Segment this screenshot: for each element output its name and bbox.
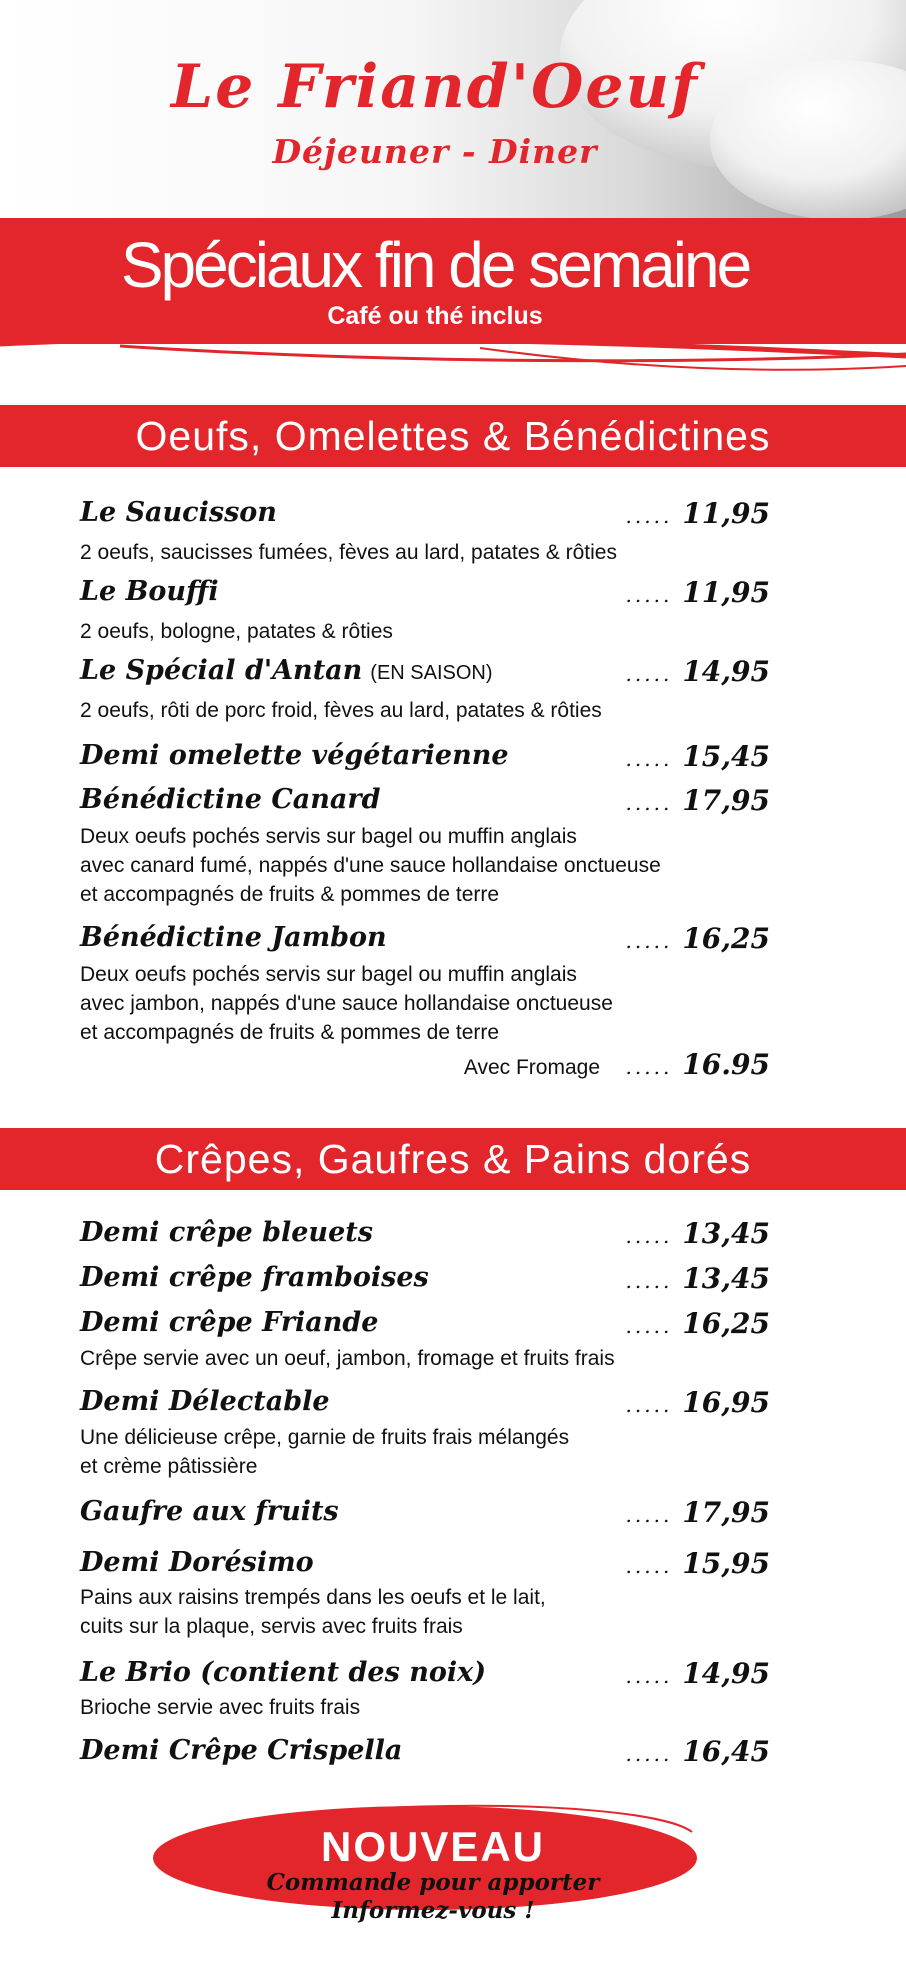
menu-item-name: Demi Crêpe Crispella xyxy=(80,1735,403,1766)
section-title-eggs: Oeufs, Omelettes & Bénédictines xyxy=(0,405,906,467)
restaurant-tagline: Déjeuner - Diner xyxy=(272,132,598,171)
menu-item-price: ..... 16,95 xyxy=(625,1386,770,1419)
menu-item-description: Brioche servie avec fruits frais xyxy=(80,1696,361,1719)
menu-item-name: Le Brio (contient des noix) xyxy=(80,1657,486,1688)
menu-item-description: Deux oeufs pochés servis sur bagel ou muffin anglais avec canard fumé, nappés d'une sauce hollandaise onctueuse et accompagnés de fruits & pommes de terre xyxy=(80,825,661,906)
menu-item-price: ..... 15,45 xyxy=(625,740,770,773)
menu-item-description: Pains aux raisins trempés dans les oeufs et le lait, cuits sur la plaque, servis avec fruits frais xyxy=(80,1586,546,1638)
promo-line-inquire: Informez-vous ! xyxy=(331,1897,535,1924)
menu-item-description: 2 oeufs, saucisses fumées, fèves au lard, patates & rôties xyxy=(80,541,617,564)
banner-title: Spéciaux fin de semaine xyxy=(120,229,750,301)
menu-item-name: Gaufre aux fruits xyxy=(80,1496,339,1527)
menu-item-price: ..... 11,95 xyxy=(625,497,770,530)
menu-item-description: Une délicieuse crêpe, garnie de fruits frais mélangés et crème pâtissière xyxy=(80,1426,570,1478)
menu-item-price: ..... 13,45 xyxy=(625,1217,770,1250)
promo-title: NOUVEAU xyxy=(320,1823,546,1870)
menu-item-name: Demi crêpe framboises xyxy=(80,1262,429,1293)
menu-item-name: Bénédictine Jambon xyxy=(80,922,387,953)
restaurant-name: Le Friand'Oeuf xyxy=(171,52,699,122)
menu-item-name: Bénédictine Canard xyxy=(80,784,381,815)
menu-item-price: ..... 16,45 xyxy=(625,1735,770,1768)
menu-item-price: ..... 17,95 xyxy=(625,1496,770,1529)
menu-item-description: Deux oeufs pochés servis sur bagel ou muffin anglais avec jambon, nappés d'une sauce hollandaise onctueuse et accompagnés de fruits & pommes de terre xyxy=(80,963,613,1044)
menu-item-price: ..... 16,25 xyxy=(625,922,770,955)
menu-item-price: ..... 13,45 xyxy=(625,1262,770,1295)
menu-item-name: Demi Délectable xyxy=(80,1386,330,1417)
menu-item-price: ..... 16,25 xyxy=(625,1307,770,1340)
decorative-swoosh xyxy=(0,330,906,390)
menu-item-name: Demi crêpe bleuets xyxy=(80,1217,373,1248)
extra-option-label: Avec Fromage xyxy=(463,1056,600,1079)
extra-option-price: ..... 16.95 xyxy=(625,1048,770,1081)
menu-item-price: ..... 11,95 xyxy=(625,576,770,609)
menu-item-price: ..... 15,95 xyxy=(625,1547,770,1580)
menu-item-price: ..... 14,95 xyxy=(625,1657,770,1690)
season-note: (EN SAISON) xyxy=(370,662,493,684)
menu-item-name: Le Bouffi xyxy=(80,576,219,607)
menu-item-name: Demi Dorésimo xyxy=(80,1547,314,1578)
promo-line-takeout: Commande pour apporter xyxy=(266,1869,600,1896)
menu-item-description: 2 oeufs, rôti de porc froid, fèves au lard, patates & rôties xyxy=(80,699,602,722)
section-title-crepes: Crêpes, Gaufres & Pains dorés xyxy=(0,1128,906,1190)
menu-item-name: Demi omelette végétarienne xyxy=(80,740,509,771)
menu-item-name: Demi crêpe Friande xyxy=(80,1307,379,1338)
menu-item-name: Le Spécial d'Antan (EN SAISON) xyxy=(80,655,493,686)
menu-item-price: ..... 17,95 xyxy=(625,784,770,817)
menu-item-description: 2 oeufs, bologne, patates & rôties xyxy=(80,620,393,643)
banner-subtitle: Café ou thé inclus xyxy=(327,302,543,330)
menu-item-name: Le Saucisson xyxy=(80,497,277,528)
menu-item-description: Crêpe servie avec un oeuf, jambon, fromage et fruits frais xyxy=(80,1347,615,1370)
menu-item-price: ..... 14,95 xyxy=(625,655,770,688)
